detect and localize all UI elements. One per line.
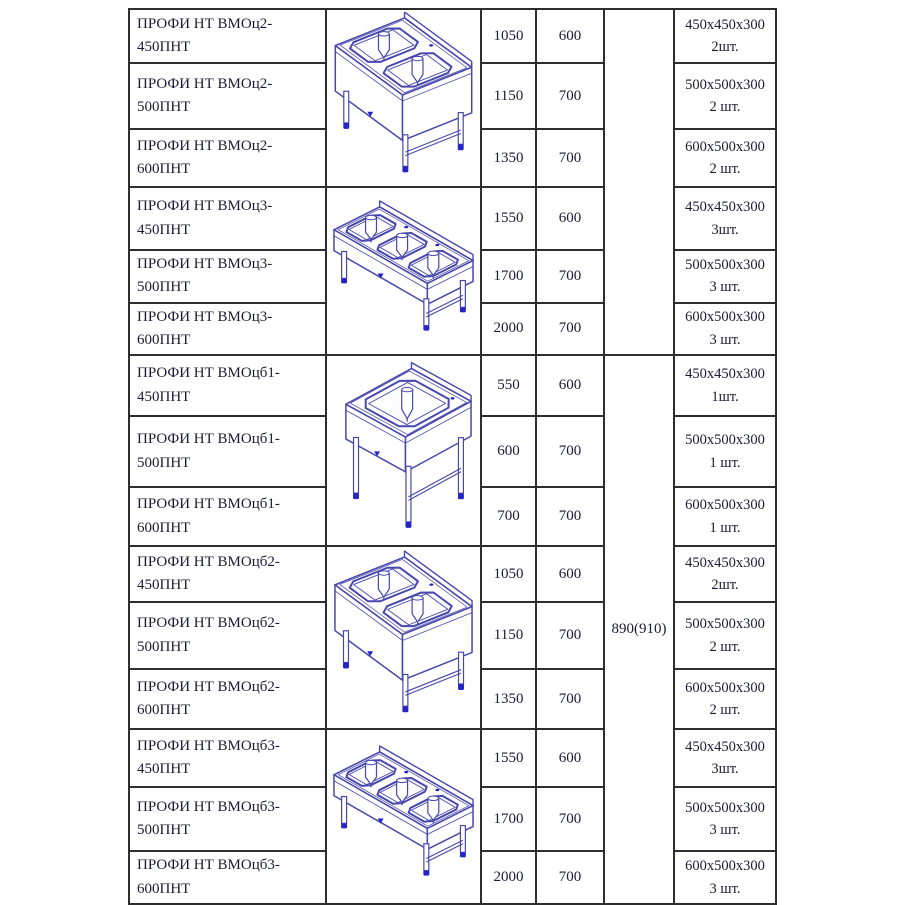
bowl-spec-cell [674, 851, 776, 904]
depth-value-cell: 700 [536, 487, 604, 546]
height-value-cell-top [604, 9, 674, 355]
model-name-cell [129, 546, 326, 602]
bowl-dimensions: 600x500x300 [685, 858, 765, 875]
bowl-quantity: 2 шт. [709, 161, 741, 177]
product-spec-table [128, 8, 777, 905]
bowl-quantity: 3 шт. [709, 880, 741, 897]
model-name-line2: 600ПНТ [137, 702, 191, 718]
bowl-dimensions: 500x500x300 [685, 256, 765, 273]
bowl-spec-cell [674, 63, 776, 129]
model-name-cell [129, 187, 326, 250]
bowl-spec-cell [674, 729, 776, 787]
bowl-spec-cell [674, 416, 776, 487]
bowl-quantity: 2 шт. [709, 702, 741, 718]
length-value-cell: 1050 [481, 546, 536, 602]
model-name-line1: ПРОФИ НТ ВМОцб3- [137, 798, 280, 815]
model-name-line2: 600ПНТ [137, 331, 191, 348]
bowl-quantity: 3шт. [711, 761, 739, 777]
length-value-cell: 1050 [481, 9, 536, 63]
sink-image-cell [326, 729, 481, 904]
table-row [129, 9, 776, 63]
depth-value-cell: 700 [536, 851, 604, 904]
model-name-cell [129, 416, 326, 487]
bowl-spec-cell [674, 9, 776, 63]
model-name-line1: ПРОФИ НТ ВМОцб1- [137, 431, 280, 448]
length-value-cell: 1550 [481, 729, 536, 787]
depth-value-cell: 700 [536, 250, 604, 303]
bowl-quantity: 1 шт. [709, 454, 741, 471]
bowl-dimensions: 500x500x300 [685, 432, 765, 449]
bowl-spec-cell [674, 355, 776, 416]
length-value-cell: 1700 [481, 787, 536, 851]
bowl-spec-cell [674, 303, 776, 356]
depth-value-cell: 600 [536, 355, 604, 416]
model-name-line1: ПРОФИ НТ ВМОц2- [137, 75, 273, 92]
bowl-quantity: 2 шт. [709, 638, 741, 655]
length-value-cell: 1150 [481, 63, 536, 129]
depth-value-cell: 600 [536, 9, 604, 63]
bowl-quantity: 2шт. [711, 577, 739, 593]
sink-isometric-drawing-3-bowl [328, 197, 479, 346]
bowl-spec-cell [674, 250, 776, 303]
bowl-quantity: 3 шт. [709, 331, 741, 348]
bowl-dimensions: 450x450x300 [685, 366, 765, 383]
bowl-dimensions: 450x450x300 [685, 199, 765, 216]
model-name-cell [129, 9, 326, 63]
model-name-line2: 600ПНТ [137, 880, 191, 897]
sink-isometric-drawing-1-bowl [328, 358, 479, 543]
model-name-line1: ПРОФИ НТ ВМОцб2- [137, 678, 280, 695]
model-name-line2: 450ПНТ [137, 388, 191, 405]
model-name-line1: ПРОФИ НТ ВМОцб3- [137, 737, 280, 754]
model-name-line1: ПРОФИ НТ ВМОц3- [137, 308, 273, 325]
model-name-cell [129, 355, 326, 416]
bowl-dimensions: 500x500x300 [685, 76, 765, 93]
model-name-line1: ПРОФИ НТ ВМОцб1- [137, 365, 280, 382]
bowl-spec-cell [674, 787, 776, 851]
height-value-cell-bottom: 890(910) [604, 355, 674, 904]
bowl-dimensions: 600x500x300 [685, 497, 765, 514]
bowl-spec-cell [674, 129, 776, 187]
model-name-line2: 450ПНТ [137, 221, 191, 238]
depth-value-cell: 700 [536, 129, 604, 187]
model-name-cell [129, 851, 326, 904]
bowl-dimensions: 450x450x300 [685, 554, 765, 571]
model-name-cell [129, 669, 326, 729]
model-name-line1: ПРОФИ НТ ВМОц2- [137, 15, 273, 32]
bowl-quantity: 2шт. [711, 39, 739, 55]
depth-value-cell: 700 [536, 63, 604, 129]
sink-image-cell [326, 355, 481, 546]
length-value-cell: 1350 [481, 669, 536, 729]
bowl-spec-cell [674, 602, 776, 669]
model-name-cell [129, 303, 326, 356]
model-name-line1: ПРОФИ НТ ВМОцб1- [137, 496, 280, 513]
length-value-cell: 2000 [481, 303, 536, 356]
bowl-spec-cell [674, 546, 776, 602]
bowl-dimensions: 500x500x300 [685, 616, 765, 633]
model-name-cell [129, 63, 326, 129]
length-value-cell: 1150 [481, 602, 536, 669]
length-value-cell: 1350 [481, 129, 536, 187]
sink-image-cell [326, 546, 481, 729]
model-name-cell [129, 602, 326, 669]
model-name-line1: ПРОФИ НТ ВМОц3- [137, 198, 273, 215]
sink-image-cell [326, 187, 481, 355]
model-name-line1: ПРОФИ НТ ВМОц2- [137, 137, 273, 154]
depth-value-cell: 700 [536, 669, 604, 729]
length-value-cell: 600 [481, 416, 536, 487]
model-name-line2: 600ПНТ [137, 161, 191, 177]
model-name-cell [129, 250, 326, 303]
length-value-cell: 550 [481, 355, 536, 416]
bowl-dimensions: 450x450x300 [685, 16, 765, 33]
length-value-cell: 1700 [481, 250, 536, 303]
bowl-dimensions: 600x500x300 [685, 309, 765, 326]
bowl-quantity: 3 шт. [709, 822, 741, 838]
model-name-line1: ПРОФИ НТ ВМОцб2- [137, 553, 280, 570]
model-name-line2: 500ПНТ [137, 822, 191, 838]
model-name-line2: 600ПНТ [137, 519, 191, 536]
depth-value-cell: 600 [536, 187, 604, 250]
length-value-cell: 1550 [481, 187, 536, 250]
model-name-cell [129, 787, 326, 851]
model-name-line2: 500ПНТ [137, 638, 191, 655]
bowl-dimensions: 500x500x300 [685, 799, 765, 816]
model-name-cell [129, 487, 326, 546]
bowl-spec-cell [674, 187, 776, 250]
table-row [129, 546, 776, 602]
sink-isometric-drawing-2-bowl [328, 12, 479, 184]
model-name-line2: 500ПНТ [137, 99, 191, 115]
depth-value-cell: 600 [536, 546, 604, 602]
model-name-line2: 450ПНТ [137, 577, 191, 593]
bowl-spec-cell [674, 669, 776, 729]
sink-image-cell [326, 9, 481, 187]
bowl-quantity: 3 шт. [709, 279, 741, 296]
table-row [129, 729, 776, 787]
depth-value-cell: 600 [536, 729, 604, 787]
sink-isometric-drawing-3-bowl [328, 732, 479, 901]
model-name-line1: ПРОФИ НТ ВМОц3- [137, 256, 273, 272]
bowl-dimensions: 600x500x300 [685, 679, 765, 696]
model-name-line2: 500ПНТ [137, 279, 191, 296]
depth-value-cell: 700 [536, 787, 604, 851]
model-name-line2: 450ПНТ [137, 39, 191, 55]
bowl-dimensions: 600x500x300 [685, 138, 765, 155]
model-name-line2: 500ПНТ [137, 454, 191, 471]
bowl-dimensions: 450x450x300 [685, 738, 765, 755]
bowl-spec-cell [674, 487, 776, 546]
bowl-quantity: 2 шт. [709, 99, 741, 115]
model-name-cell [129, 129, 326, 187]
model-name-line2: 450ПНТ [137, 761, 191, 777]
bowl-quantity: 3шт. [711, 221, 739, 238]
length-value-cell: 700 [481, 487, 536, 546]
bowl-quantity: 1шт. [711, 388, 739, 405]
depth-value-cell: 700 [536, 416, 604, 487]
length-value-cell: 2000 [481, 851, 536, 904]
model-name-cell [129, 729, 326, 787]
model-name-line1: ПРОФИ НТ ВМОцб2- [137, 615, 280, 632]
depth-value-cell: 700 [536, 303, 604, 356]
model-name-line1: ПРОФИ НТ ВМОцб3- [137, 857, 280, 874]
table-row [129, 187, 776, 250]
depth-value-cell: 700 [536, 602, 604, 669]
sink-isometric-drawing-2-bowl [328, 549, 479, 726]
table-row [129, 355, 776, 416]
bowl-quantity: 1 шт. [709, 519, 741, 536]
